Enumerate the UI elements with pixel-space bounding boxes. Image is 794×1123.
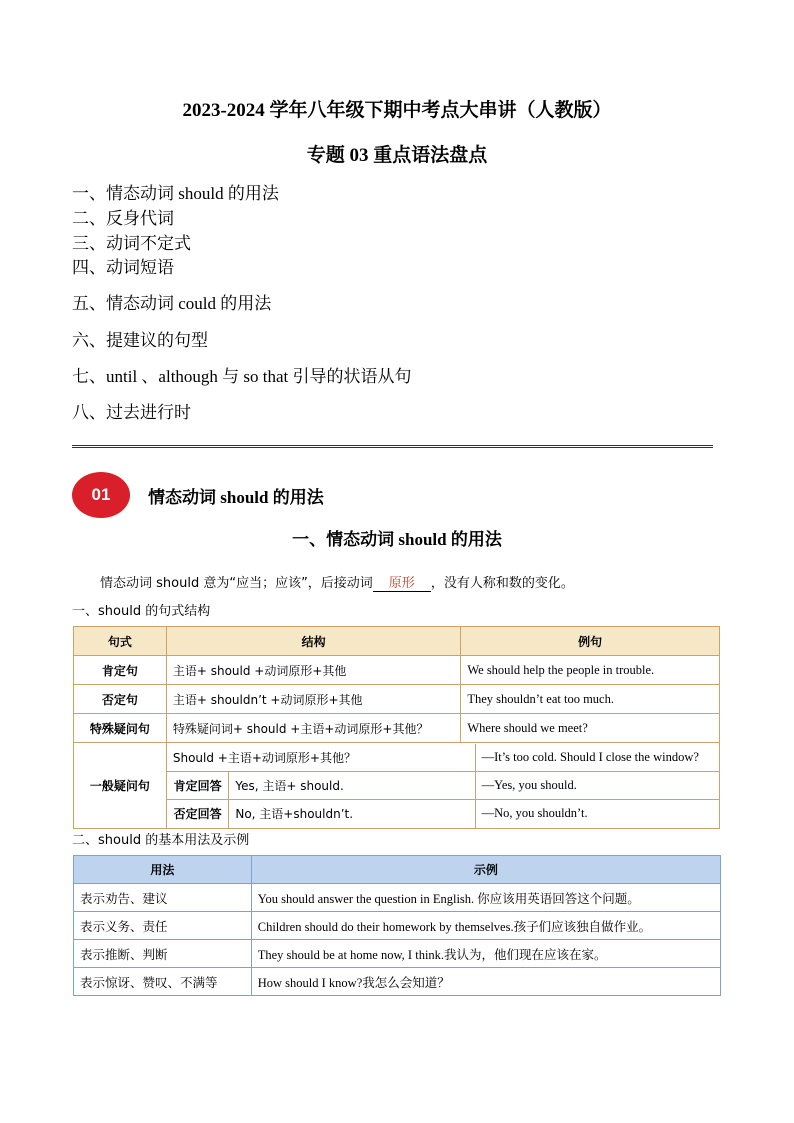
section-heading: 情态动词 should 的用法 [148, 488, 324, 507]
divider [72, 445, 713, 448]
table-row [74, 912, 721, 940]
answer-type-label: 肯定回答 [167, 772, 229, 800]
structure-cell: Should +主语+动词原形+其他？ [167, 744, 475, 772]
example-cell: —No, you shouldn’t. [481, 806, 588, 821]
table2-label: 二、should 的基本用法及示例 [72, 833, 250, 848]
sentence-type: 一般疑问句 [74, 743, 167, 829]
usage-table [73, 855, 721, 996]
column-header: 例句 [461, 627, 719, 655]
table-row [74, 940, 721, 968]
intro-text-after: ，没有人称和数的变化。 [430, 576, 574, 591]
toc-item: 八、过去进行时 [72, 403, 191, 422]
structure-cell: Yes, 主语+ should. [229, 772, 475, 800]
column-header: 示例 [251, 856, 720, 884]
structure-cell: No, 主语+shouldn’t. [229, 800, 475, 828]
document-subtitle: 专题 03 重点语法盘点 [306, 145, 488, 166]
table-header-row [74, 627, 720, 656]
structure-cell: 主语+ should +动词原形+其他 [167, 656, 461, 684]
example-cell: You should answer the question in English. 你应该用英语回答这个问题。 [251, 884, 720, 912]
example-cell: Where should we meet? [467, 720, 588, 735]
fill-blank: 原形 [373, 572, 431, 592]
table-row [74, 656, 720, 685]
toc-item: 六、提建议的句型 [72, 331, 208, 350]
intro-paragraph [100, 572, 574, 592]
column-header: 用法 [74, 856, 252, 884]
example-cell: They should be at home now, I think.我认为，他们现在应该在家。 [251, 940, 720, 968]
structure-cell: 主语+ shouldn’t +动词原形+其他 [167, 685, 461, 713]
example-cell: We should help the people in trouble. [467, 662, 655, 677]
toc-item: 四、动词短语 [72, 258, 174, 277]
table-row [74, 884, 721, 912]
example-cell: —It’s too cold. Should I close the window? [475, 744, 719, 772]
table-row [74, 685, 720, 714]
structure-cell: 特殊疑问词+ should +主语+动词原形+其他？ [167, 714, 461, 742]
example-cell: How should I know?我怎么会知道？ [251, 968, 720, 996]
intro-text-before: 情态动词 should 意为“应当；应该”，后接动词 [100, 576, 373, 591]
usage-cell: 表示义务、责任 [74, 912, 252, 940]
sentence-structure-table [73, 626, 720, 829]
table-header-row [74, 856, 721, 884]
usage-cell: 表示推断、判断 [74, 940, 252, 968]
toc-item: 五、情态动词 could 的用法 [72, 294, 272, 313]
table1-label: 一、should 的句式结构 [72, 604, 211, 619]
table-row [74, 743, 720, 829]
example-cell: Children should do their homework by themselves.孩子们应该独自做作业。 [251, 912, 720, 940]
toc-item: 一、情态动词 should 的用法 [72, 184, 279, 203]
sentence-type: 肯定句 [74, 656, 167, 685]
sentence-type: 特殊疑问句 [74, 714, 167, 743]
example-cell: They shouldn’t eat too much. [467, 691, 614, 706]
example-cell: —Yes, you should. [475, 772, 719, 800]
table-row [74, 968, 721, 996]
usage-cell: 表示惊讶、赞叹、不满等 [74, 968, 252, 996]
sentence-type: 否定句 [74, 685, 167, 714]
section-subheading: 一、情态动词 should 的用法 [292, 530, 502, 549]
toc-item: 三、动词不定式 [72, 234, 191, 253]
section-badge: 01 [72, 472, 130, 518]
document-title: 2023-2024 学年八年级下期中考点大串讲（人教版） [182, 100, 612, 121]
toc-item: 二、反身代词 [72, 209, 174, 228]
answer-type-label: 否定回答 [167, 800, 229, 828]
usage-cell: 表示劝告、建议 [74, 884, 252, 912]
column-header: 结构 [167, 627, 461, 655]
toc-item: 七、until 、although 与 so that 引导的状语从句 [72, 367, 412, 386]
column-header: 句式 [74, 627, 167, 656]
table-row [74, 714, 720, 743]
